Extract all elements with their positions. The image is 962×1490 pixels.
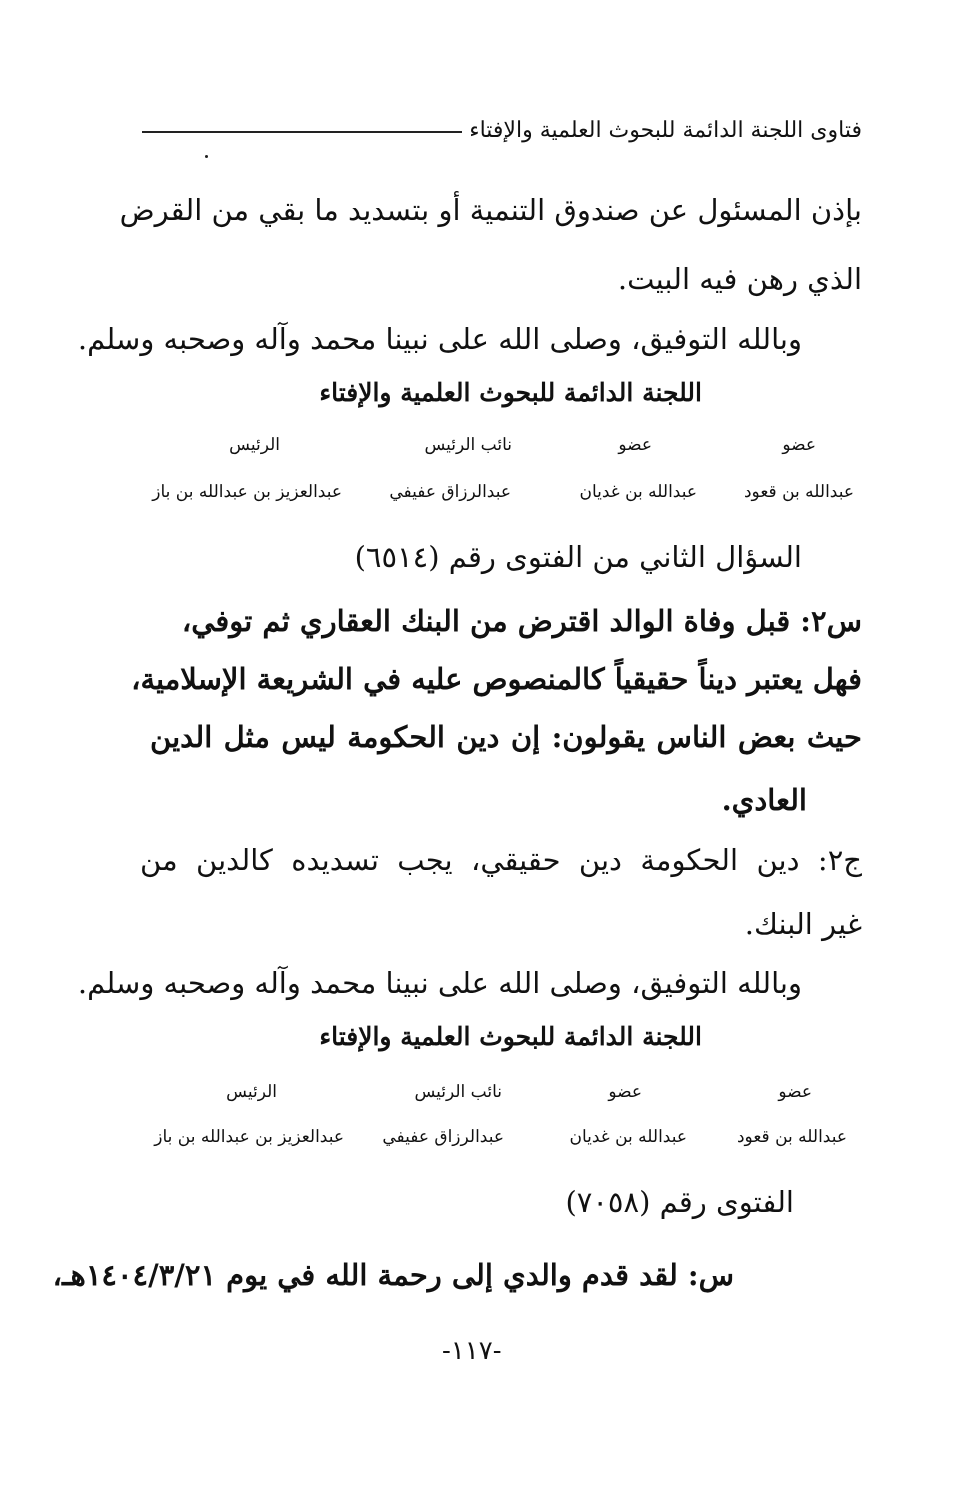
signatory-name: عبدالله بن غديان	[579, 482, 697, 502]
fatwa-heading: الفتوى رقم (٧٠٥٨)	[565, 1185, 794, 1219]
signatory-name: عبدالعزيز بن عبدالله بن باز	[152, 482, 342, 502]
question-line: حيث بعض الناس يقولون: إن دين الحكومة ليس مثل الدين	[150, 720, 862, 754]
signatory-title: عضو	[618, 435, 652, 455]
signatory-title: عضو	[782, 435, 816, 455]
signatory-name: عبدالرزاق عفيفي	[382, 1127, 504, 1147]
signatory-name: عبدالرزاق عفيفي	[389, 482, 511, 502]
committee-title: اللجنة الدائمة للبحوث العلمية والإفتاء	[319, 378, 702, 407]
signatory-name: عبدالله بن قعود	[743, 482, 854, 502]
question-line: س٢: قبل وفاة الوالد اقترض من البنك العقاري ثم توفي،	[181, 604, 862, 638]
answer-line: ج٢: دين الحكومة دين حقيقي، يجب تسديده كالدين من	[140, 843, 862, 877]
page-number: -١١٧-	[442, 1336, 502, 1366]
print-speck	[205, 155, 208, 158]
question-line: فهل يعتبر ديناً حقيقياً كالمنصوص عليه في الشريعة الإسلامية،	[131, 662, 862, 696]
answer-line: غير البنك.	[744, 907, 862, 941]
paragraph-line: بإذن المسئول عن صندوق التنمية أو بتسديد ما بقي من القرض	[119, 193, 862, 227]
signatory-title: الرئيس	[229, 435, 280, 455]
paragraph-line: الذي رهن فيه البيت.	[617, 262, 862, 296]
question-line: العادي.	[721, 783, 807, 817]
signatory-title: عضو	[778, 1082, 812, 1102]
signatory-name: عبدالعزيز بن عبدالله بن باز	[154, 1127, 344, 1147]
signatory-title: عضو	[608, 1082, 642, 1102]
committee-title: اللجنة الدائمة للبحوث العلمية والإفتاء	[319, 1022, 702, 1051]
signatory-title: الرئيس	[226, 1082, 277, 1102]
signatory-name: عبدالله بن غديان	[569, 1127, 687, 1147]
closing-formula: وبالله التوفيق، وصلى الله على نبينا محمد وآله وصحبه وسلم.	[77, 322, 802, 356]
signatory-title: نائب الرئيس	[414, 1082, 502, 1102]
fatwa-heading: السؤال الثاني من الفتوى رقم (٦٥١٤)	[354, 540, 802, 574]
signatory-name: عبدالله بن قعود	[736, 1127, 847, 1147]
closing-formula: وبالله التوفيق، وصلى الله على نبينا محمد وآله وصحبه وسلم.	[77, 966, 802, 1000]
signatory-title: نائب الرئيس	[424, 435, 512, 455]
running-header: فتاوى اللجنة الدائمة للبحوث العلمية والإفتاء	[469, 118, 862, 143]
question-line: س: لقد قدم والدي إلى رحمة الله في يوم ١٤٠٤/٣/٢١هـ،	[52, 1258, 734, 1292]
header-rule	[142, 131, 462, 133]
